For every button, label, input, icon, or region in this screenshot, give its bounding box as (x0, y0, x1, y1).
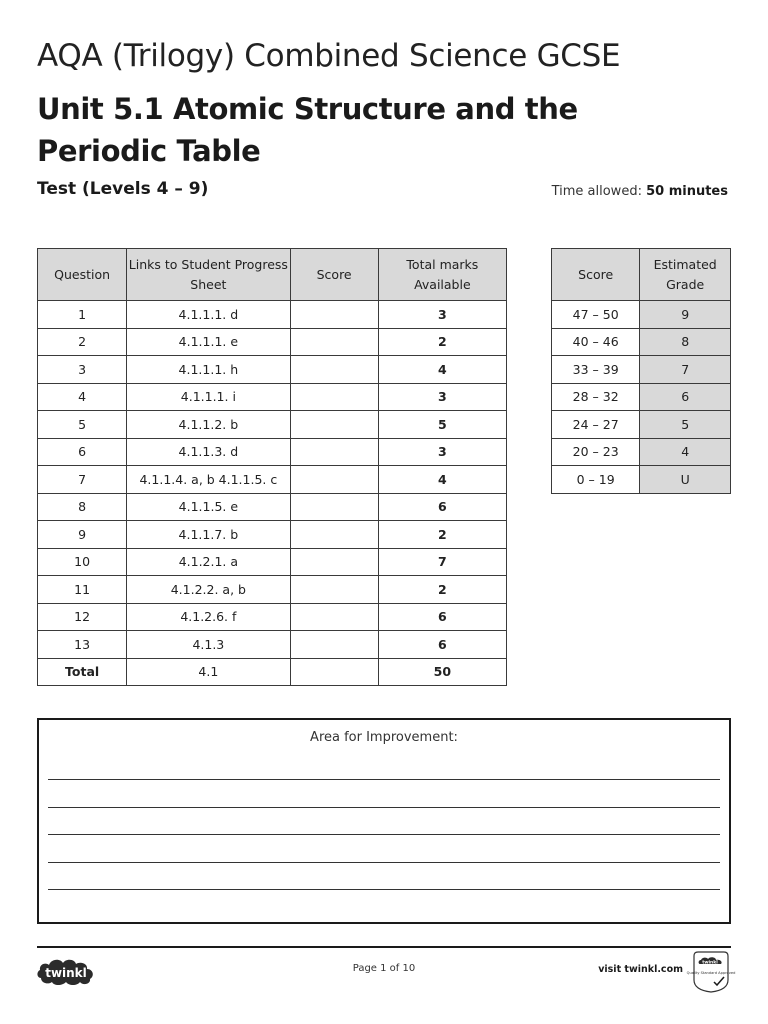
header-grade-score: Score (552, 249, 640, 301)
total-marks: 6 (378, 631, 506, 659)
total-marks: 5 (378, 411, 506, 439)
course-title: AQA (Trilogy) Combined Science GCSE (37, 38, 621, 74)
grade-row (552, 383, 731, 411)
total-marks: 4 (378, 356, 506, 384)
total-marks: 7 (378, 548, 506, 576)
estimated-grade: 5 (640, 411, 731, 439)
score-cell[interactable] (290, 493, 378, 521)
question-number: 1 (38, 301, 127, 329)
table-row (38, 411, 507, 439)
grade-row (552, 301, 731, 329)
progress-link: 4.1.2.1. a (127, 548, 290, 576)
question-number: 13 (38, 631, 127, 659)
improvement-box (37, 718, 731, 924)
progress-link: 4.1.3 (127, 631, 290, 659)
progress-link: 4.1.1.1. d (127, 301, 290, 329)
quality-standard-badge-icon (686, 950, 736, 994)
grade-row (552, 411, 731, 439)
score-cell[interactable] (290, 411, 378, 439)
time-allowed-label: Time allowed: (551, 184, 642, 199)
grade-row (552, 356, 731, 384)
unit-title: Unit 5.1 Atomic Structure and the Periodic Table (37, 92, 578, 168)
progress-link: 4.1.1.2. b (127, 411, 290, 439)
progress-link: 4.1.1.7. b (127, 521, 290, 549)
table-row (38, 548, 507, 576)
writing-line[interactable] (48, 889, 720, 890)
table-row (38, 576, 507, 604)
grade-row (552, 466, 731, 494)
total-marks: 2 (378, 521, 506, 549)
total-marks-value: 50 (378, 658, 506, 686)
total-marks: 3 (378, 383, 506, 411)
table-row (38, 521, 507, 549)
test-label: Test (Levels 4 – 9) (37, 179, 209, 199)
header-estimated-grade: Estimated Grade (640, 249, 731, 301)
time-allowed-value: 50 minutes (646, 184, 728, 199)
writing-line[interactable] (48, 779, 720, 780)
question-number: 2 (38, 328, 127, 356)
question-number: 9 (38, 521, 127, 549)
score-range: 40 – 46 (552, 328, 640, 356)
writing-line[interactable] (48, 834, 720, 835)
svg-text:twinkl: twinkl (702, 960, 718, 966)
total-marks: 6 (378, 603, 506, 631)
table-row (38, 466, 507, 494)
score-range: 0 – 19 (552, 466, 640, 494)
total-marks: 6 (378, 493, 506, 521)
question-number: 5 (38, 411, 127, 439)
total-row (38, 658, 507, 686)
grade-table (551, 248, 731, 494)
question-number: 6 (38, 438, 127, 466)
total-marks: 2 (378, 576, 506, 604)
question-number: 10 (38, 548, 127, 576)
marks-table-header (38, 249, 507, 301)
question-number: 11 (38, 576, 127, 604)
estimated-grade: 4 (640, 438, 731, 466)
svg-text:twinkl: twinkl (45, 966, 87, 980)
score-range: 20 – 23 (552, 438, 640, 466)
score-range: 47 – 50 (552, 301, 640, 329)
score-range: 28 – 32 (552, 383, 640, 411)
question-number: 7 (38, 466, 127, 494)
score-cell[interactable] (290, 328, 378, 356)
table-row (38, 493, 507, 521)
progress-link: 4.1.1.5. e (127, 493, 290, 521)
table-row (38, 356, 507, 384)
grade-row (552, 328, 731, 356)
progress-link: 4.1.2.2. a, b (127, 576, 290, 604)
progress-link: 4.1.1.4. a, b 4.1.1.5. c (127, 466, 290, 494)
estimated-grade: 6 (640, 383, 731, 411)
question-number: 12 (38, 603, 127, 631)
score-cell[interactable] (290, 631, 378, 659)
total-marks: 2 (378, 328, 506, 356)
progress-link: 4.1.1.1. e (127, 328, 290, 356)
score-cell[interactable] (290, 603, 378, 631)
total-marks: 3 (378, 301, 506, 329)
estimated-grade: 8 (640, 328, 731, 356)
visit-link[interactable]: visit twinkl.com (598, 964, 683, 975)
question-number: 3 (38, 356, 127, 384)
total-link: 4.1 (127, 658, 290, 686)
grade-table-header (552, 249, 731, 301)
header-question: Question (38, 249, 127, 301)
progress-link: 4.1.1.1. h (127, 356, 290, 384)
table-row (38, 328, 507, 356)
time-allowed (552, 184, 728, 199)
score-cell[interactable] (290, 301, 378, 329)
score-cell[interactable] (290, 521, 378, 549)
header-total-marks: Total marks Available (378, 249, 506, 301)
marks-table (37, 248, 507, 686)
progress-link: 4.1.1.1. i (127, 383, 290, 411)
score-cell[interactable] (290, 383, 378, 411)
header-score: Score (290, 249, 378, 301)
grade-row (552, 438, 731, 466)
estimated-grade: U (640, 466, 731, 494)
question-number: 8 (38, 493, 127, 521)
score-cell[interactable] (290, 356, 378, 384)
improvement-label: Area for Improvement: (310, 730, 458, 745)
total-label: Total (38, 658, 127, 686)
table-row (38, 438, 507, 466)
header-links: Links to Student Progress Sheet (127, 249, 290, 301)
writing-line[interactable] (48, 862, 720, 863)
table-row (38, 383, 507, 411)
estimated-grade: 7 (640, 356, 731, 384)
question-number: 4 (38, 383, 127, 411)
page-number: Page 1 of 10 (352, 963, 416, 974)
table-row (38, 603, 507, 631)
total-marks: 4 (378, 466, 506, 494)
score-cell[interactable] (290, 438, 378, 466)
writing-line[interactable] (48, 807, 720, 808)
score-range: 33 – 39 (552, 356, 640, 384)
score-cell[interactable] (290, 466, 378, 494)
estimated-grade: 9 (640, 301, 731, 329)
total-score-cell[interactable] (290, 658, 378, 686)
progress-link: 4.1.2.6. f (127, 603, 290, 631)
score-range: 24 – 27 (552, 411, 640, 439)
table-row (38, 631, 507, 659)
score-cell[interactable] (290, 548, 378, 576)
score-cell[interactable] (290, 576, 378, 604)
total-marks: 3 (378, 438, 506, 466)
table-row (38, 301, 507, 329)
progress-link: 4.1.1.3. d (127, 438, 290, 466)
svg-text:Quality Standard Approved: Quality Standard Approved (686, 971, 736, 975)
footer-divider (37, 946, 731, 948)
